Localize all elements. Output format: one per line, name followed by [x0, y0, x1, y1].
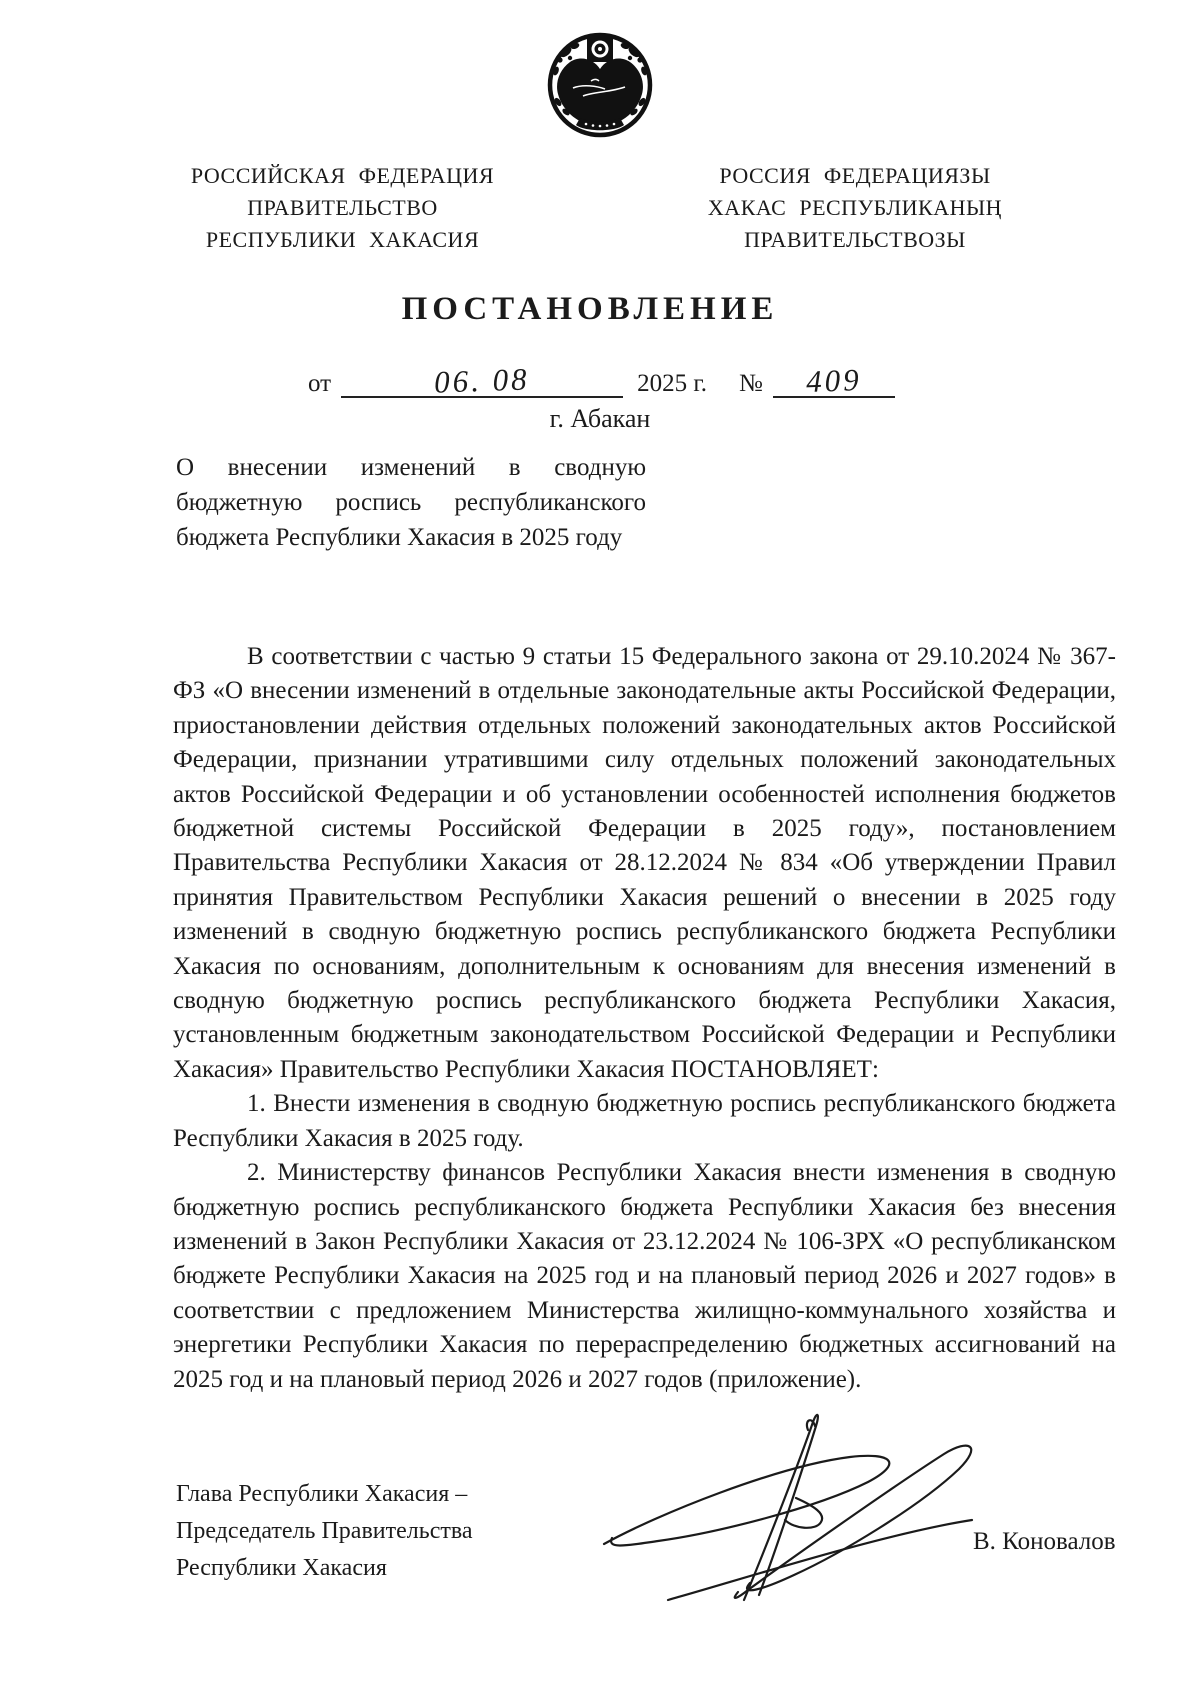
- body-text: [173, 640, 1116, 1397]
- signatory-position-line: Республики Хакасия: [176, 1555, 387, 1581]
- header-left-russian: [150, 160, 535, 256]
- date-number-line: [308, 360, 895, 398]
- header-right-line: ПРАВИТЕЛЬСТВОЗЫ: [744, 227, 966, 252]
- handwritten-signature: [598, 1402, 990, 1602]
- header-left-line: РЕСПУБЛИКИ ХАКАСИЯ: [205, 227, 480, 252]
- body-paragraph-1: В соответствии с частью 9 статьи 15 Федерального закона от 29.10.2024 № 367-ФЗ «О внесении изменений в отдельные законодательные акты Российской Федерации, приостановлении действия отдельных положений законодательных актов Российской Федерации, признании утратившими силу отдельных положений законодательных актов Российской Федерации и об установлении особенностей исполнения бюджетов бюджетной системы Российской Федерации в 2025 году», постановлением Правительства Республики Хакасия от 28.12.2024 № 834 «Об утверждении Правил принятия Правительством Республики Хакасия решений о внесении в 2025 году изменений в сводную бюджетную роспись республиканского бюджета Республики Хакасия по основаниям, дополнительным к основаниям для внесения изменений в сводную бюджетную роспись республиканского бюджета Республики Хакасия, установленным бюджетным законодательством Российской Федерации и Республики Хакасия» Правительство Республики Хакасия ПОСТАНОВЛЯЕТ:: [173, 643, 1116, 1083]
- number-blank-field: [773, 360, 895, 398]
- number-sign: №: [739, 370, 763, 397]
- signatory-position-line: Глава Республики Хакасия –: [176, 1481, 468, 1507]
- body-paragraph-3: 2. Министерству финансов Республики Хакасия внести изменения в сводную бюджетную роспись республиканского бюджета Республики Хакасия без внесения изменений в Закон Республики Хакасия от 23.12.2024 № 106-ЗРХ «О республиканском бюджете Республики Хакасия на 2025 год и на плановый период 2026 и 2027 годов» в соответствии с предложением Министерства жилищно-коммунального хозяйства и энергетики Республики Хакасия по перераспределению бюджетных ассигнований на 2025 год и на плановый период 2026 и 2027 годов (приложение).: [173, 1159, 1116, 1393]
- body-paragraph-2: 1. Внести изменения в сводную бюджетную роспись республиканского бюджета Республики Хакасия в 2025 году.: [173, 1090, 1116, 1152]
- document-title: ПОСТАНОВЛЕНИЕ: [401, 291, 779, 327]
- city-label: г. Абакан: [549, 404, 651, 433]
- handwritten-number: 409: [805, 362, 863, 399]
- signatory-name: В. Коновалов: [973, 1528, 1116, 1555]
- header-left-line: ПРАВИТЕЛЬСТВО: [247, 195, 438, 220]
- khakassia-coat-of-arms-icon: [539, 26, 661, 140]
- header-right-line: ХАКАС РЕСПУБЛИКАНЫҢ: [707, 195, 1003, 220]
- from-label: от: [308, 370, 332, 397]
- date-blank-field: [341, 360, 623, 398]
- year-label: 2025 г.: [637, 370, 708, 397]
- header-right-line: РОССИЯ ФЕДЕРАЦИЯЗЫ: [719, 163, 991, 188]
- handwritten-date: 06. 08: [433, 361, 531, 400]
- header-left-line: РОССИЙСКАЯ ФЕДЕРАЦИЯ: [190, 163, 495, 188]
- subject-paragraph: О внесении изменений в сводную бюджетную роспись республиканского бюджета Республики Хакасия в 2025 году: [176, 454, 646, 551]
- signatory-position: [176, 1476, 473, 1587]
- header-right-khakas: [635, 160, 1075, 256]
- signatory-position-line: Председатель Правительства: [176, 1518, 473, 1544]
